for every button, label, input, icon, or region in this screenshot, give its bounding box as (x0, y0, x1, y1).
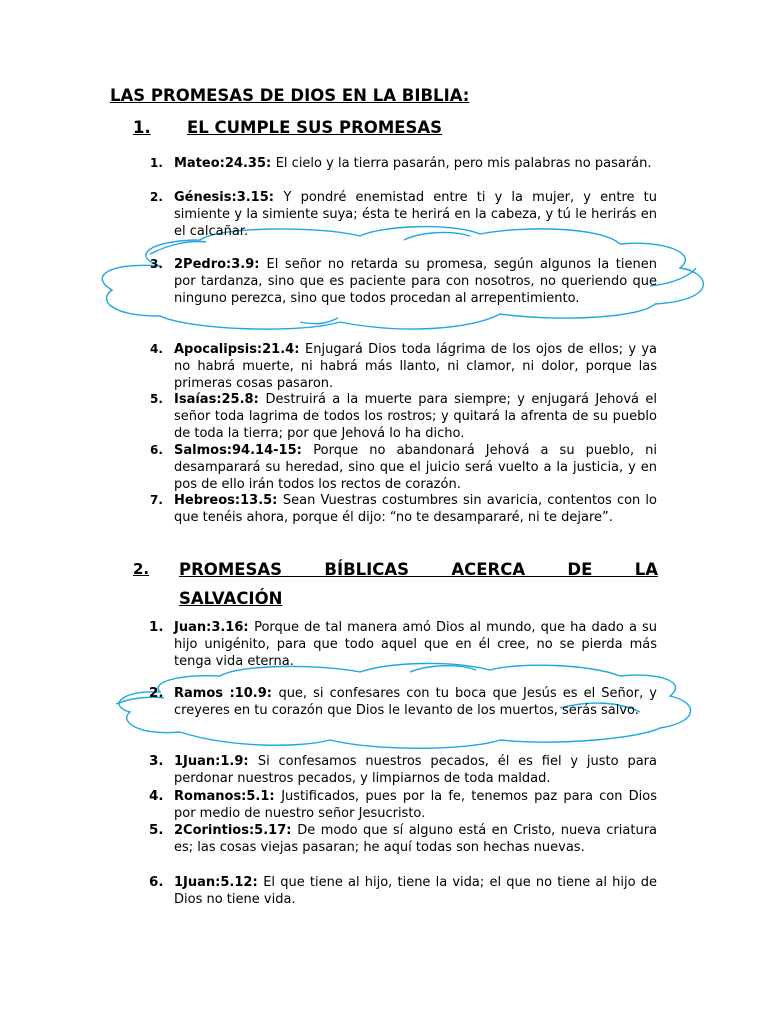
item-number: 3. (149, 753, 164, 769)
section-2-heading (133, 560, 658, 610)
verse-text: Enjugará Dios toda lágrima de los ojos de ellos; y ya no habrá muerte, ni habrá más llanto, ni clamor, ni dolor, porque las primeras cosas pasaron. (174, 342, 657, 391)
section-2-title-line-2: SALVACIÓN (179, 589, 283, 608)
item-number: 6. (149, 874, 164, 890)
section-1-number: 1. (133, 118, 151, 137)
verse-reference: 1Juan:1.9: (174, 754, 258, 769)
verse-text: Y pondré enemistad entre ti y la mujer, y entre tu simiente y la simiente suya; ésta te herirá en la cabeza, y tú le herirás en el calcañar. (174, 190, 657, 239)
verse-text: Justificados, pues por la fe, tenemos paz para con Dios por medio de nuestro señor Jesucristo. (174, 789, 657, 821)
list-item (150, 155, 657, 172)
verse-reference: Romanos:5.1: (174, 789, 282, 804)
cloud-arc-2pedro-a (150, 242, 206, 255)
verse-reference: Apocalipsis:21.4: (174, 342, 306, 357)
verse-text: que, si confesares con tu boca que Jesús es el Señor, y creyeres en tu corazón que Dios le levanto de los muertos, serás salvo. (174, 686, 657, 718)
verse-reference: Juan:3.16: (174, 620, 255, 635)
item-number: 2. (150, 190, 163, 204)
list-item (150, 341, 657, 392)
list-item (149, 753, 657, 787)
item-number: 5. (150, 392, 163, 406)
list-item (150, 391, 657, 442)
item-number: 5. (149, 822, 164, 838)
verse-reference: Salmos:94.14-15: (174, 443, 314, 458)
cloud-arc-2pedro-d (300, 318, 338, 324)
verse-reference: Génesis:3.15: (174, 190, 284, 205)
verse-reference: 2Corintios:5.17: (174, 823, 298, 838)
verse-reference: 1Juan:5.12: (174, 875, 264, 890)
verse-text: El cielo y la tierra pasarán, pero mis palabras no pasarán. (275, 156, 652, 171)
list-item (150, 189, 657, 240)
item-number: 4. (149, 788, 164, 804)
verse-reference: Mateo:24.35: (174, 156, 276, 171)
item-number: 2. (149, 685, 164, 701)
list-item (149, 685, 657, 719)
verse-reference: 2Pedro:3.9: (174, 257, 267, 272)
list-item (149, 619, 657, 670)
list-item (149, 822, 657, 856)
item-number: 7. (150, 493, 163, 507)
list-item (149, 874, 657, 908)
verse-text: Destruirá a la muerte para siempre; y enjugará Jehová el señor toda lagrima de todos los rostros; y quitará la afrenta de su pueblo de toda la tierra; por que Jehová lo ha dicho. (174, 392, 657, 441)
verse-text: Sean Vuestras costumbres sin avaricia, contentos con lo que tenéis ahora, porque él dijo: “no te desampararé, ni te dejare”. (174, 493, 657, 525)
verse-text: De modo que sí alguno está en Cristo, nueva criatura es; las cosas viejas pasaran; he aquí todas son hechas nuevas. (174, 823, 657, 855)
verse-reference: Isaías:25.8: (174, 392, 266, 407)
verse-reference: Hebreos:13.5: (174, 493, 283, 508)
section-1-heading (133, 118, 658, 140)
list-item (149, 788, 657, 822)
item-number: 1. (149, 619, 164, 635)
item-number: 4. (150, 342, 163, 356)
verse-text: Porque de tal manera amó Dios al mundo, que ha dado a su hijo unigénito, para que todo aquel que en él cree, no se pierda más tenga vida eterna. (174, 620, 657, 669)
section-1-title: EL CUMPLE SUS PROMESAS (187, 118, 443, 137)
document-title: LAS PROMESAS DE DIOS EN LA BIBLIA: (110, 86, 470, 105)
list-item (150, 442, 657, 493)
item-number: 1. (150, 156, 163, 170)
item-number: 3. (150, 257, 163, 271)
list-item (150, 492, 657, 526)
verse-text: El que tiene al hijo, tiene la vida; el que no tiene al hijo de Dios no tiene vida. (174, 875, 657, 907)
section-2-title-line-1: PROMESAS BÍBLICAS ACERCA DE LA (179, 560, 658, 579)
item-number: 6. (150, 443, 163, 457)
list-item (150, 256, 657, 307)
verse-text: El señor no retarda su promesa, según algunos la tienen por tardanza, sino que es paciente para con nosotros, no queriendo que ninguno perezca, sino que todos procedan al arrepentimiento. (174, 257, 657, 306)
verse-text: Porque no abandonará Jehová a su pueblo, ni desamparará su heredad, sino que el juicio será vuelto a la justicia, y en pos de ello irán todos los rectos de corazón. (174, 443, 657, 492)
verse-reference: Ramos :10.9: (174, 686, 279, 701)
verse-text: Si confesamos nuestros pecados, él es fiel y justo para perdonar nuestros pecados, y limpiarnos de toda maldad. (174, 754, 657, 786)
section-2-number: 2. (133, 560, 150, 578)
